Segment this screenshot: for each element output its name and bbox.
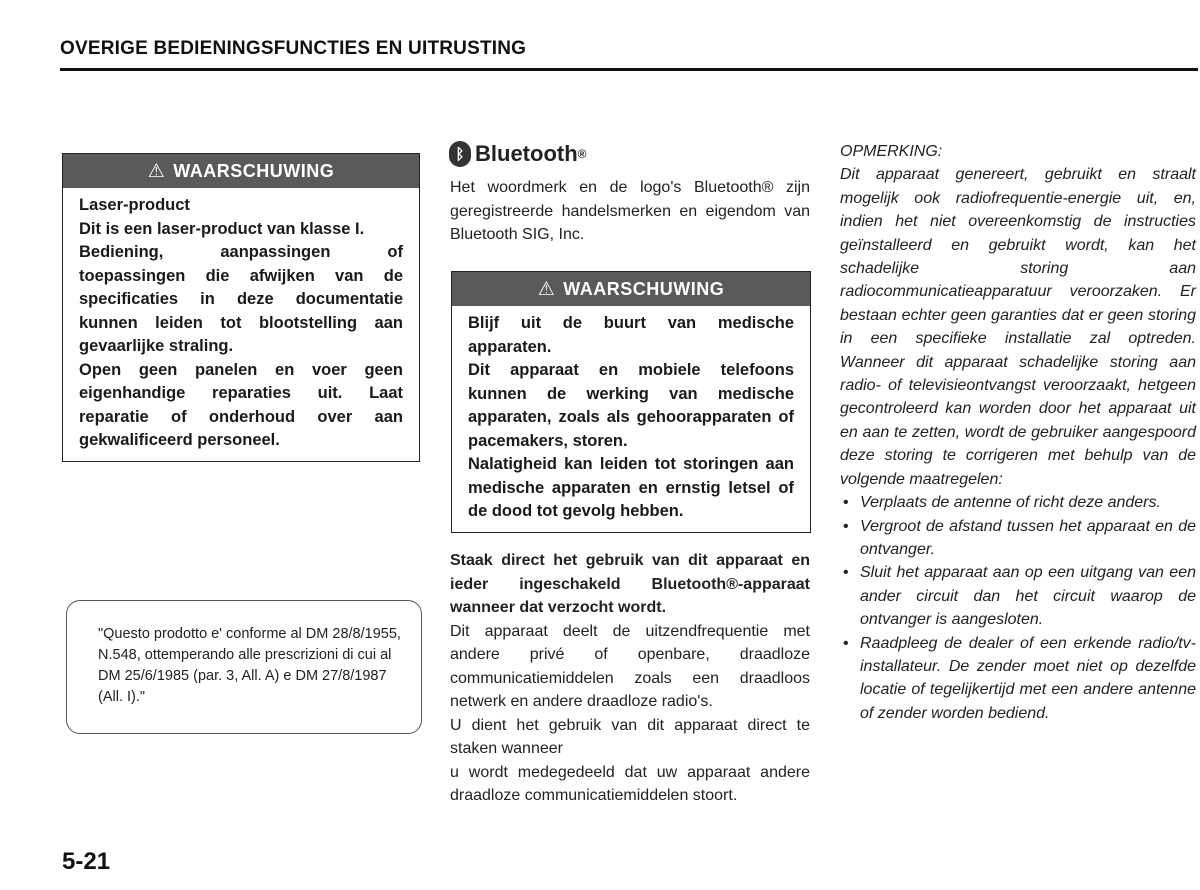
warning-line: Open geen panelen en voer geen eigenhandige reparaties uit. Laat reparatie of onderhoud over aan gekwalificeerd personeel.	[79, 360, 403, 449]
warning-body	[452, 306, 810, 532]
stop-paragraph: U dient het gebruik van dit apparaat direct te staken wanneer	[450, 716, 810, 757]
registered-mark: ®	[577, 147, 587, 161]
medical-warning-box	[451, 271, 811, 533]
warning-triangle-icon: ⚠	[537, 278, 556, 300]
italian-compliance-notice: "Questo prodotto e' conforme al DM 28/8/1955, N.548, ottemperando alle prescrizioni di cui al DM 25/6/1985 (par. 3, All. A) e DM 27/8/1987 (All. I)."	[66, 600, 422, 734]
list-item: • Raadpleeg de dealer of een erkende radio/tv-installateur. De zender moet niet op dezelfde locatie of tegelijkertijd met een andere antenne of zender worden bediend.	[840, 632, 1196, 726]
bluetooth-instructions	[450, 549, 810, 808]
note-bullet-list	[840, 491, 1196, 725]
bluetooth-logo	[449, 141, 587, 167]
bluetooth-logo-text: Bluetooth	[475, 141, 578, 166]
warning-triangle-icon: ⚠	[147, 160, 166, 182]
warning-line: Dit is een laser-product van klasse I.	[79, 219, 365, 238]
warning-body	[63, 188, 419, 461]
warning-line: Nalatigheid kan leiden tot storingen aan medische apparaten en ernstig letsel of de dood tot gevolg hebben.	[468, 455, 794, 520]
header-rule	[60, 68, 1198, 71]
laser-warning-box	[62, 153, 420, 462]
note-title: OPMERKING:	[840, 143, 943, 160]
note-section	[840, 140, 1196, 725]
stop-use-instruction: Staak direct het gebruik van dit apparaat en ieder ingeschakeld Bluetooth®-apparaat wanneer dat verzocht wordt.	[450, 552, 810, 616]
warning-title-bar	[63, 154, 419, 188]
bluetooth-icon: ᛒ	[449, 141, 471, 167]
page-number: 5-21	[62, 848, 111, 875]
list-item: • Verplaats de antenne of richt deze anders.	[840, 491, 1196, 514]
warning-line: Dit apparaat en mobiele telefoons kunnen de werking van medische apparaten, zoals als gehoorapparaten of pacemakers, storen.	[468, 361, 794, 450]
warning-line: Laser-product	[79, 196, 190, 214]
interference-paragraph: u wordt medegedeeld dat uw apparaat andere draadloze communicatiemiddelen stoort.	[450, 763, 810, 804]
warning-line: Bediening, aanpassingen of toepassingen die afwijken van de specificaties in deze documentatie kunnen leiden tot blootstelling aan gevaarlijke straling.	[79, 243, 403, 355]
bluetooth-trademark-text	[450, 176, 810, 247]
warning-title-bar	[452, 272, 810, 306]
list-item: • Vergroot de afstand tussen het apparaat en de ontvanger.	[840, 515, 1196, 562]
frequency-paragraph: Dit apparaat deelt de uitzendfrequentie met andere privé of openbare, draadloze communicatiemiddelen zoals een draadloos netwerk en andere draadloze radio's.	[450, 622, 810, 710]
warning-line: Blijf uit de buurt van medische apparaten.	[468, 314, 794, 356]
note-body: Dit apparaat genereert, gebruikt en straalt mogelijk ook radiofrequentie-energie uit, en, indien het niet overeenkomstig de instructies geïnstalleerd en gebruikt wordt, kan het schadelijke storing aan radiocommunicatieapparatuur veroorzaken. Er bestaan echter geen garanties dat er geen storing in een specifieke installatie zal optreden. Wanneer dit apparaat schadelijke storing aan radio- of televisieontvangst veroorzaakt, hetgeen gecontroleerd kan worden door het apparaat uit en aan te zetten, wordt de gebruiker aangespoord deze storing te corrigeren met behulp van de volgende maatregelen:	[840, 166, 1196, 488]
warning-title: WAARSCHUWING	[173, 160, 335, 181]
list-item: • Sluit het apparaat aan op een uitgang van een ander circuit dan het circuit waarop de ontvanger is aangesloten.	[840, 561, 1196, 631]
trademark-paragraph: Het woordmerk en de logo's Bluetooth® zijn geregistreerde handelsmerken en eigendom van Bluetooth SIG, Inc.	[450, 179, 810, 243]
page-header-title: OVERIGE BEDIENINGSFUNCTIES EN UITRUSTING	[60, 38, 527, 59]
warning-title: WAARSCHUWING	[563, 278, 725, 299]
